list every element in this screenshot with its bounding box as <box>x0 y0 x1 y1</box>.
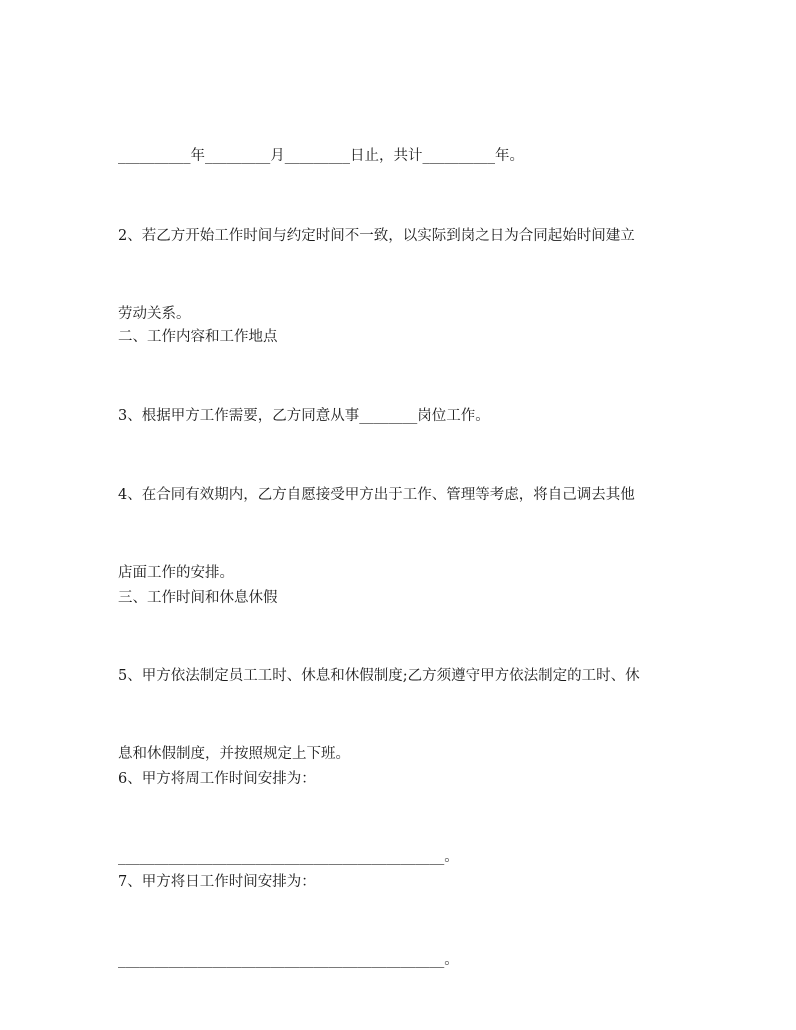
clause-7 <box>118 817 688 1025</box>
clause-3-text: 3、根据甲方工作需要，乙方同意从事________岗位工作。 <box>118 408 490 424</box>
section-3-heading-text: 三、工作时间和休息休假 <box>118 590 278 606</box>
clause-6-line-1: 6、甲方将周工作时间安排为： <box>118 771 316 787</box>
clause-7-blank: _____________________________________________。 <box>118 952 459 968</box>
clause-7-line-1: 7、甲方将日工作时间安排为： <box>118 874 316 890</box>
clause-5-line-2: 息和休假制度，并按照规定上下班。 <box>118 746 350 762</box>
clause-2-line-2: 劳动关系。 <box>118 306 191 322</box>
clause-6-blank: _____________________________________________。 <box>118 849 459 865</box>
section-2-heading-text: 二、工作内容和工作地点 <box>118 329 278 345</box>
clause-5-line-1: 5、甲方依法制定员工工时、休息和休假制度;乙方须遵守甲方依法制定的工时、休 <box>118 668 640 684</box>
clause-4-line-1: 4、在合同有效期内，乙方自愿接受甲方出于工作、管理等考虑，将自己调去其他 <box>118 487 635 503</box>
date-range-text: __________年_________月_________日止，共计__________年。 <box>118 148 524 164</box>
clause-2-line-1: 2、若乙方开始工作时间与约定时间不一致，以实际到岗之日为合同起始时间建立 <box>118 228 635 244</box>
clause-4-line-2: 店面工作的安排。 <box>118 565 234 581</box>
